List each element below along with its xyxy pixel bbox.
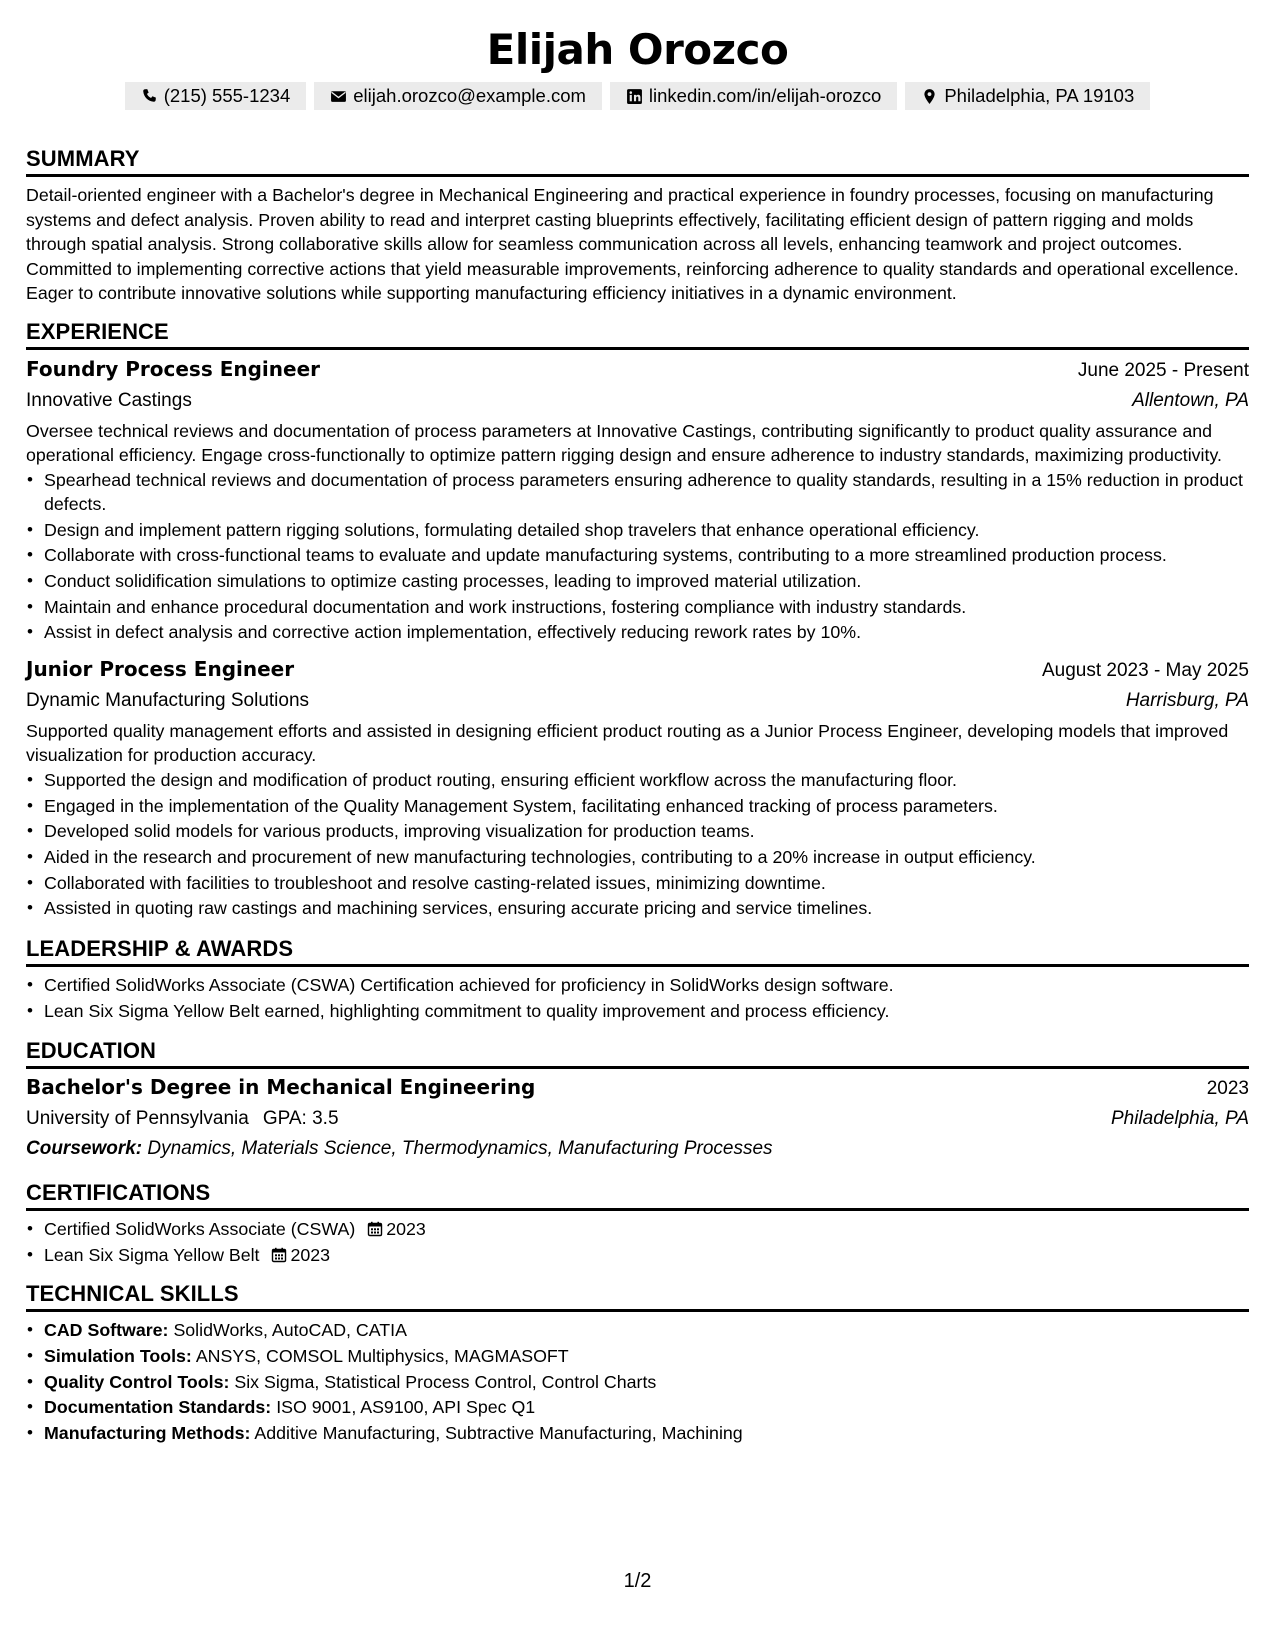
experience-heading: EXPERIENCE (26, 318, 1249, 350)
skills-heading: TECHNICAL SKILLS (26, 1280, 1249, 1312)
location-chip (905, 82, 1150, 110)
leadership-list (26, 973, 1249, 1023)
list-item: • Design and implement pattern rigging solutions, formulating detailed shop travelers that enhance operational efficiency. (44, 518, 1249, 543)
job-entry (26, 354, 1249, 645)
experience-section (26, 318, 1249, 921)
list-item: • Lean Six Sigma Yellow Belt earned, highlighting commitment to quality improvement and process efficiency. (44, 999, 1249, 1024)
list-item (44, 1344, 1249, 1369)
list-item: • Assist in defect analysis and corrective action implementation, effectively reducing rework rates by 10%. (44, 620, 1249, 645)
job-entry (26, 654, 1249, 921)
job-subheader (26, 686, 1249, 716)
linkedin-icon (626, 88, 643, 105)
certification-year: 2023 (290, 1244, 331, 1265)
job-header (26, 354, 1249, 386)
candidate-name: Elijah Orozco (486, 25, 789, 74)
envelope-icon (330, 88, 347, 105)
list-item: • Certified SolidWorks Associate (CSWA) Certification achieved for proficiency in SolidWorks design software. (44, 973, 1249, 998)
certification-year: 2023 (386, 1219, 426, 1240)
email-chip[interactable] (314, 82, 602, 110)
list-item: • Engaged in the implementation of the Quality Management System, facilitating enhanced tracking of process parameters. (44, 794, 1249, 819)
skill-label: Simulation Tools: (44, 1345, 192, 1366)
skill-label: Manufacturing Methods: (44, 1423, 251, 1443)
phone-chip[interactable] (125, 82, 307, 110)
job-subheader (26, 386, 1249, 416)
job-dates: August 2023 - May 2025 (1041, 659, 1249, 681)
list-item (44, 1243, 1249, 1268)
list-item (44, 1217, 1249, 1242)
degree-title: Bachelor's Degree in Mechanical Engineering (26, 1075, 536, 1100)
linkedin-text: linkedin.com/in/elijah-orozco (648, 85, 882, 106)
certification-name: Lean Six Sigma Yellow Belt (44, 1244, 260, 1265)
job-title: Foundry Process Engineer (26, 356, 321, 381)
contact-bar (26, 82, 1249, 110)
list-item: • Collaborated with facilities to troubleshoot and resolve casting-related issues, minimizing downtime. (44, 871, 1249, 896)
list-item: • Maintain and enhance procedural documentation and work instructions, fostering compliance with industry standards. (44, 595, 1249, 620)
school-row (26, 1104, 1249, 1134)
list-item: • Collaborate with cross-functional teams to evaluate and update manufacturing systems, contributing to a more streamlined production process. (44, 543, 1249, 568)
list-item: • Assisted in quoting raw castings and machining services, ensuring accurate pricing and service timelines. (44, 896, 1249, 921)
job-bullets (26, 468, 1249, 645)
list-item (44, 1318, 1249, 1343)
skill-label: Quality Control Tools: (44, 1371, 230, 1392)
location-text: Philadelphia, PA 19103 (944, 85, 1135, 106)
school-location: Philadelphia, PA (1110, 1108, 1249, 1130)
skills-list (26, 1318, 1249, 1445)
coursework (26, 1134, 1249, 1164)
list-item: • Spearhead technical reviews and documentation of process parameters ensuring adherence to quality standards, resulting in a 15% reduction in product defects. (44, 468, 1249, 517)
leadership-heading: LEADERSHIP & AWARDS (26, 935, 1249, 967)
skill-value: Additive Manufacturing, Subtractive Manufacturing, Machining (254, 1423, 743, 1443)
skill-value: ISO 9001, AS9100, API Spec Q1 (276, 1397, 536, 1418)
list-item (44, 1421, 1249, 1446)
job-bullets (26, 768, 1249, 921)
degree-row (26, 1072, 1249, 1104)
skill-value: Six Sigma, Statistical Process Control, Control Charts (234, 1371, 657, 1392)
education-section (26, 1037, 1249, 1164)
leadership-section (26, 935, 1249, 1023)
list-item: • Conduct solidification simulations to optimize casting processes, leading to improved material utilization. (44, 569, 1249, 594)
gpa: GPA: 3.5 (262, 1108, 339, 1130)
page-number: 1/2 (623, 1570, 652, 1592)
summary-text: Detail-oriented engineer with a Bachelor's degree in Mechanical Engineering and practical experience in foundry processes, focusing on manufacturing systems and defect analysis. Proven ability to read and interpret casting blueprints effectively, facilitating efficient design of pattern rigging and molds through spatial analysis. Strong collaborative skills allow for seamless communication across all levels, enhancing teamwork and project outcomes. Committed to implementing corrective actions that yield measurable improvements, reinforcing adherence to quality standards and operational excellence. Eager to contribute innovative solutions while supporting manufacturing efficiency initiatives in a dynamic environment. (26, 185, 1239, 303)
job-location: Harrisburg, PA (1125, 689, 1249, 711)
skill-value: ANSYS, COMSOL Multiphysics, MAGMASOFT (195, 1345, 569, 1366)
email-text: elijah.orozco@example.com (353, 85, 586, 106)
certifications-heading: CERTIFICATIONS (26, 1179, 1249, 1211)
job-location: Allentown, PA (1132, 389, 1249, 411)
map-pin-icon (921, 88, 938, 105)
job-summary: Supported quality management efforts and assisted in designing efficient product routing as a Junior Process Engineer, developing models that improved visualization for production accuracy. (26, 720, 1229, 766)
education-heading: EDUCATION (26, 1037, 1249, 1069)
school-name: University of Pennsylvania (26, 1108, 249, 1130)
calendar-icon (271, 1247, 287, 1263)
coursework-list: Dynamics, Materials Science, Thermodynamics, Manufacturing Processes (147, 1138, 773, 1160)
list-item: • Supported the design and modification of product routing, ensuring efficient workflow across the manufacturing floor. (44, 768, 1249, 793)
phone-icon (141, 88, 158, 105)
job-dates: June 2025 - Present (1077, 359, 1249, 381)
list-item (44, 1395, 1249, 1420)
company-name: Dynamic Manufacturing Solutions (26, 689, 310, 711)
certifications-list (26, 1217, 1249, 1267)
skill-value: SolidWorks, AutoCAD, CATIA (173, 1320, 407, 1341)
job-summary: Oversee technical reviews and documentation of process parameters at Innovative Castings, contributing significantly to product quality assurance and operational efficiency. Engage cross-functionally to optimize pattern rigging design and ensure adherence to industry standards, maximizing productivity. (26, 420, 1222, 465)
skill-label: CAD Software: (44, 1320, 169, 1341)
skill-label: Documentation Standards: (44, 1397, 272, 1418)
summary-section (26, 145, 1249, 306)
linkedin-chip[interactable] (610, 82, 897, 110)
job-header (26, 654, 1249, 686)
certifications-section (26, 1179, 1249, 1267)
skills-section (26, 1280, 1249, 1445)
list-item: • Aided in the research and procurement of new manufacturing technologies, contributing to a 20% increase in output efficiency. (44, 845, 1249, 870)
list-item: • Developed solid models for various products, improving visualization for production teams. (44, 819, 1249, 844)
graduation-year: 2023 (1206, 1078, 1249, 1100)
certification-name: Certified SolidWorks Associate (CSWA) (44, 1219, 356, 1240)
summary-heading: SUMMARY (26, 145, 1249, 177)
school-info (26, 1104, 339, 1134)
calendar-icon (367, 1221, 383, 1237)
company-name: Innovative Castings (26, 389, 192, 411)
coursework-label: Coursework: (26, 1138, 143, 1160)
list-item (44, 1370, 1249, 1395)
phone-text: (215) 555-1234 (163, 85, 291, 106)
job-title: Junior Process Engineer (26, 656, 295, 681)
